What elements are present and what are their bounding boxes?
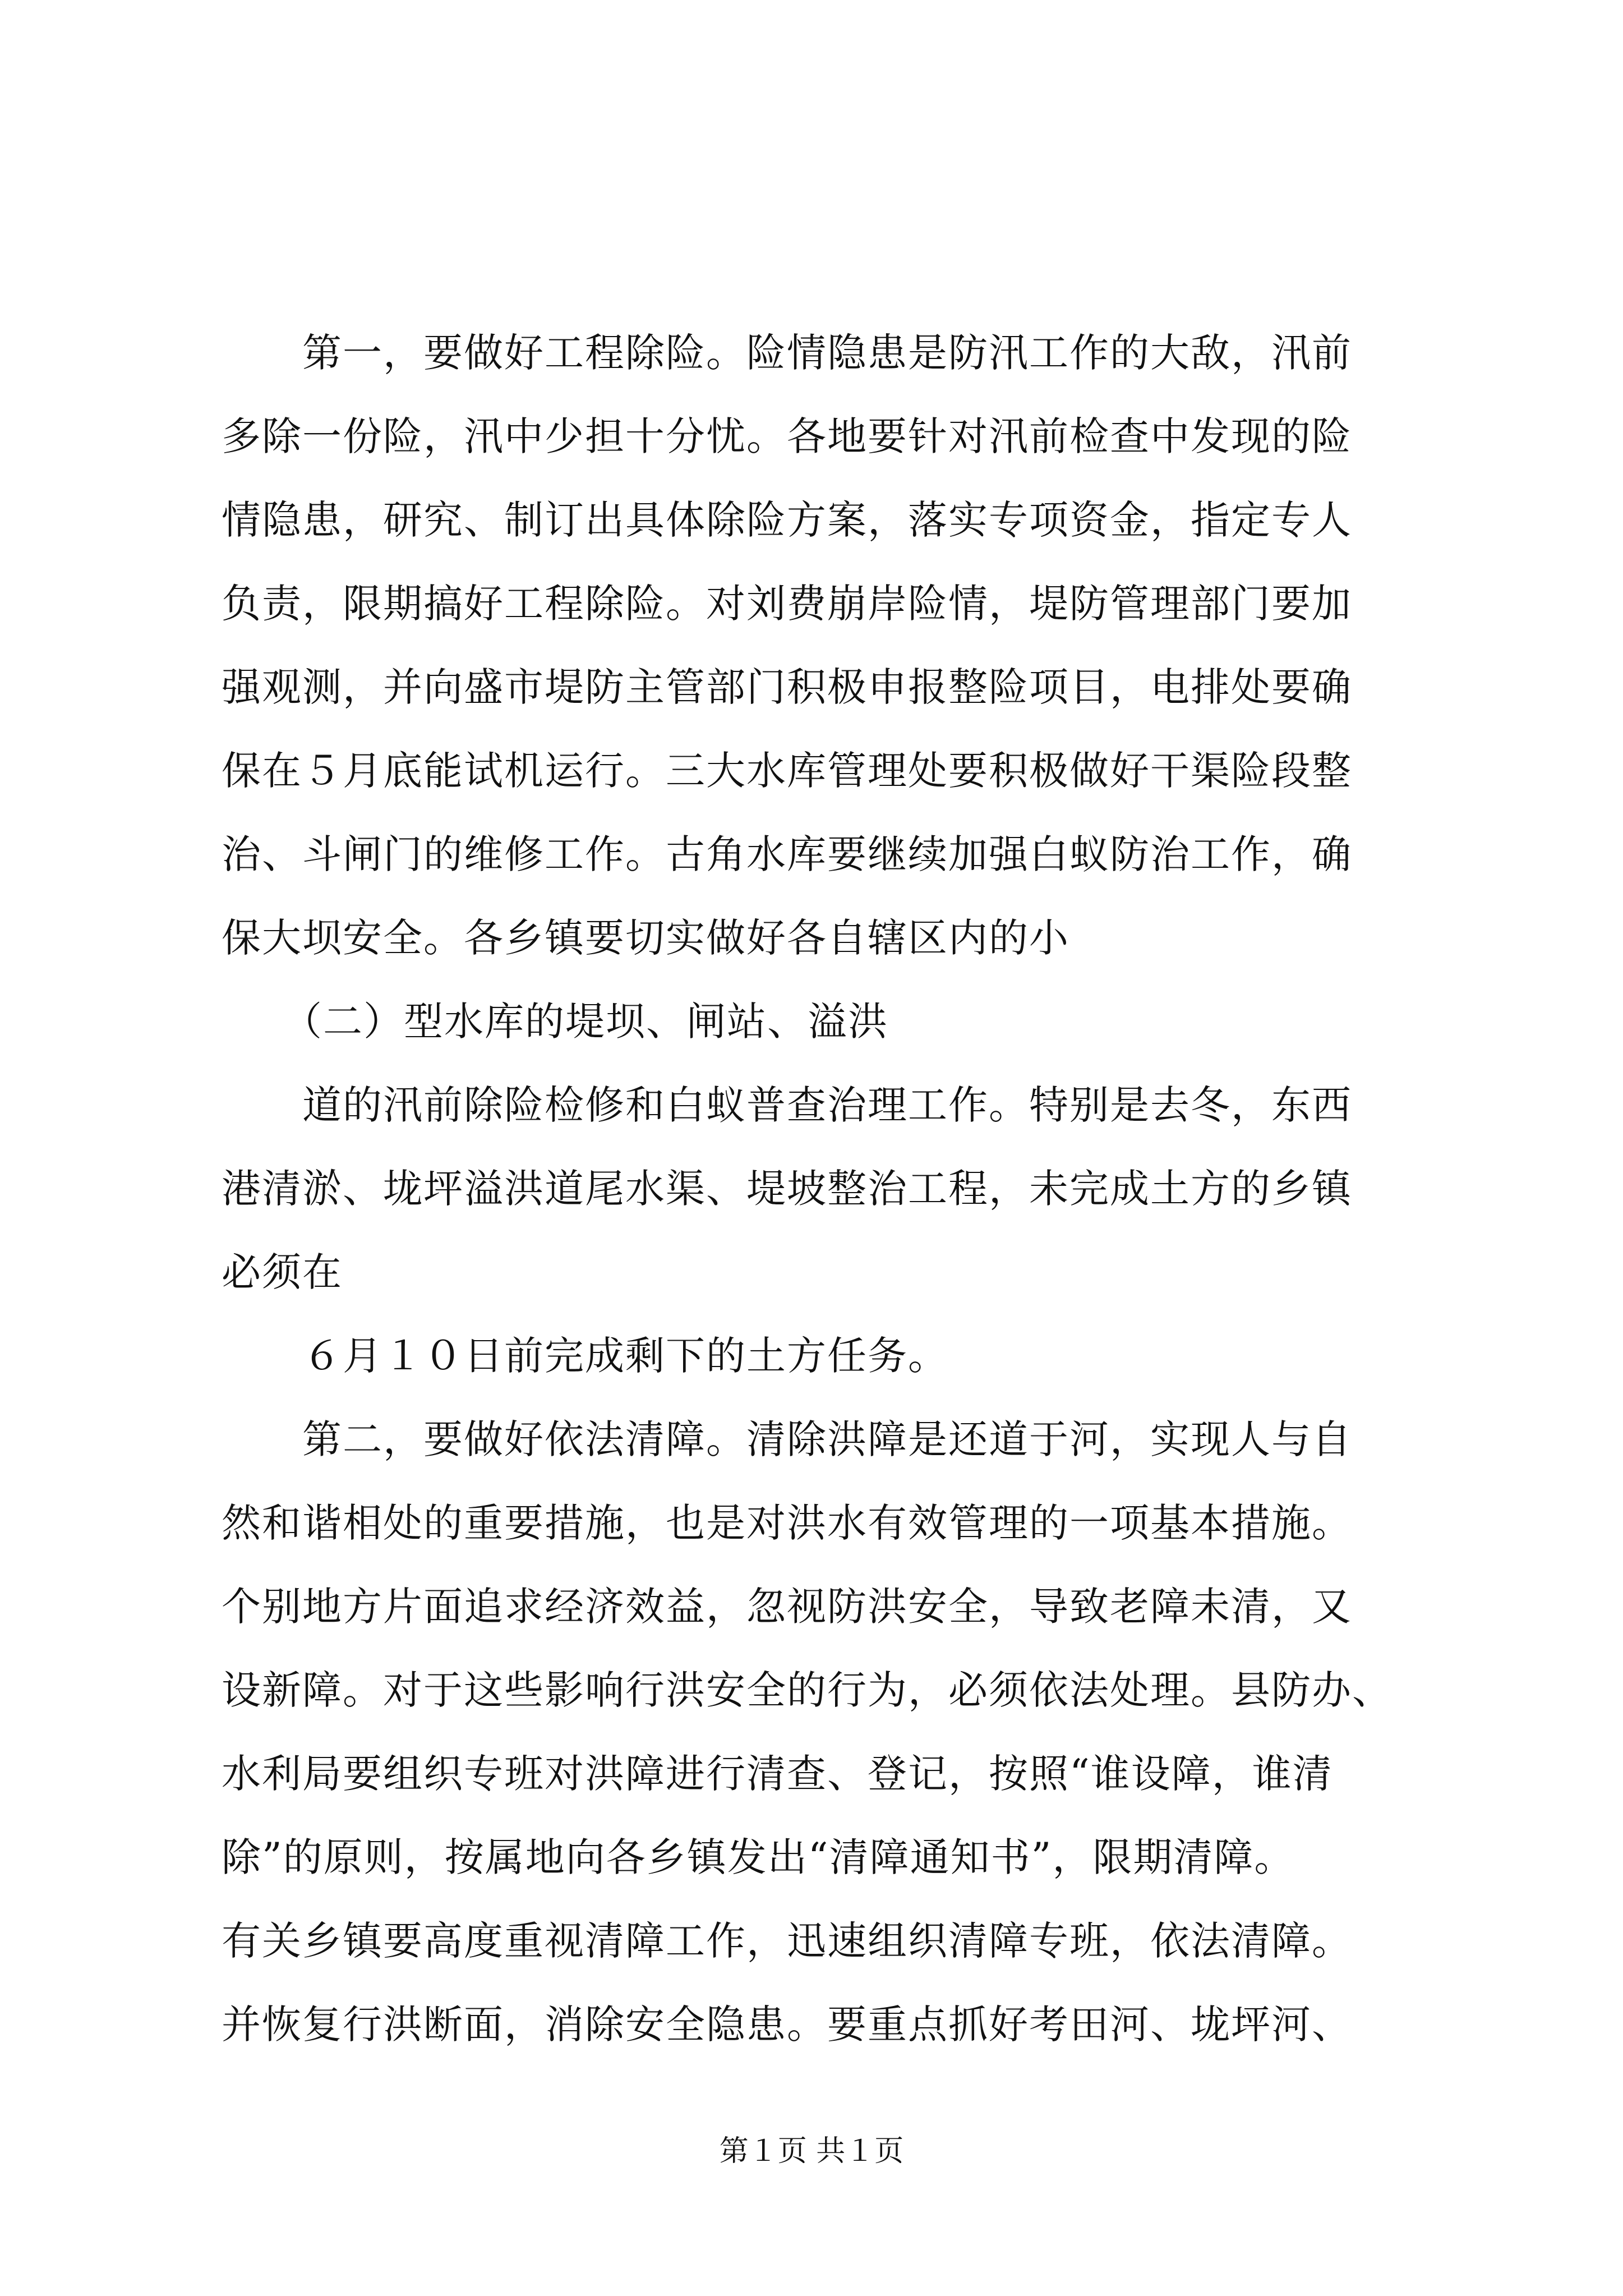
text-line: 第二，要做好依法清障。清除洪障是还道于河，实现人与自 <box>222 1416 1352 1462</box>
text-line: 治、斗闸门的维修工作。古角水库要继续加强白蚁防治工作，确 <box>222 831 1352 877</box>
text-line: 个别地方片面追求经济效益，忽视防洪安全，导致老障未清，又 <box>222 1584 1352 1630</box>
text-line: 必须在 <box>222 1249 343 1295</box>
text-line: 港清淤、垅坪溢洪道尾水渠、堤坡整治工程，未完成土方的乡镇 <box>222 1166 1352 1212</box>
text-line: 道的汛前除险检修和白蚁普查治理工作。特别是去冬，东西 <box>222 1082 1352 1128</box>
text-line: 第一，要做好工程除险。险情隐患是防汛工作的大敌，汛前 <box>222 330 1352 376</box>
text-line: 并恢复行洪断面，消除安全隐患。要重点抓好考田河、垅坪河、 <box>222 2001 1352 2047</box>
text-line: 保在５月底能试机运行。三大水库管理处要积极做好干渠险段整 <box>222 748 1352 794</box>
text-line: 设新障。对于这些影响行洪安全的行为，必须依法处理。县防办、 <box>222 1667 1393 1713</box>
text-line: 多除一份险，汛中少担十分忧。各地要针对汛前检查中发现的险 <box>222 413 1352 459</box>
text-line: ６月１０日前完成剩下的土方任务。 <box>222 1333 948 1379</box>
text-line: 负责，限期搞好工程除险。对刘费崩岸险情，堤防管理部门要加 <box>222 581 1352 627</box>
text-line: 情隐患，研究、制订出具体除险方案，落实专项资金，指定专人 <box>222 497 1352 543</box>
text-line: 强观测，并向盛市堤防主管部门积极申报整险项目，电排处要确 <box>222 664 1352 710</box>
text-line: （二）型水库的堤坝、闸站、溢洪 <box>222 999 888 1045</box>
page-number-label: 第１页 共１页 <box>719 2134 904 2168</box>
text-line: 水利局要组织专班对洪障进行清查、登记，按照“谁设障，谁清 <box>222 1751 1333 1797</box>
text-line: 然和谐相处的重要措施，也是对洪水有效管理的一项基本措施。 <box>222 1500 1352 1546</box>
text-line: 有关乡镇要高度重视清障工作，迅速组织清障专班，依法清障。 <box>222 1918 1352 1964</box>
text-line: 保大坝安全。各乡镇要切实做好各自辖区内的小 <box>222 915 1069 961</box>
text-line: 除”的原则，按属地向各乡镇发出“清障通知书”，限期清障。 <box>222 1834 1295 1880</box>
document-body <box>222 311 1433 2067</box>
page-footer <box>0 2132 1623 2171</box>
